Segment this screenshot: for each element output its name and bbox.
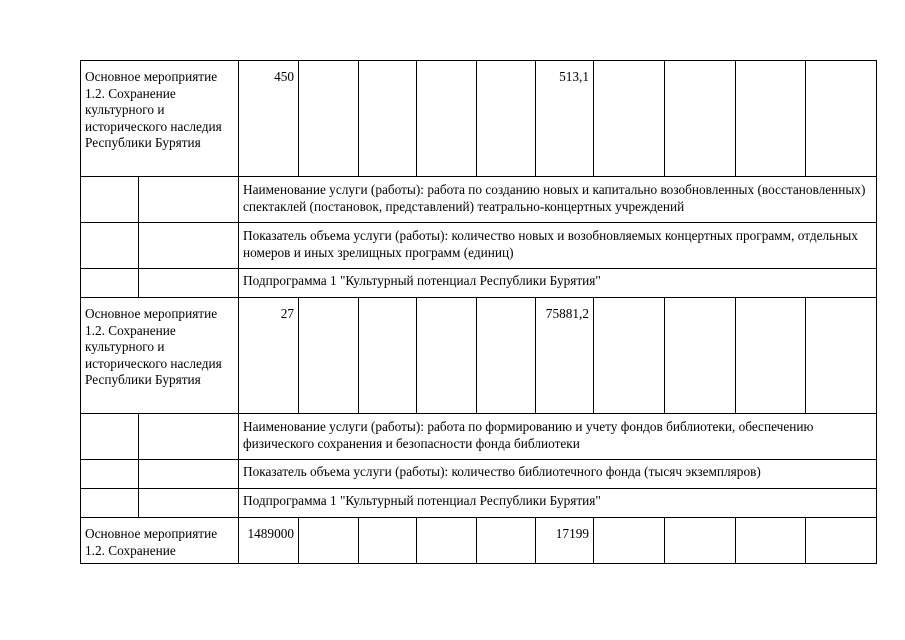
empty-cell <box>806 518 877 564</box>
subprogram-cell: Подпрограмма 1 "Культурный потенциал Республики Бурятия" <box>239 489 877 518</box>
budget-table <box>80 60 877 564</box>
table-row-text <box>81 177 877 223</box>
empty-cell <box>139 223 239 269</box>
empty-cell <box>665 518 736 564</box>
value-cell-6: 17199 <box>536 518 594 564</box>
empty-cell <box>665 61 736 177</box>
empty-cell <box>139 414 239 460</box>
empty-cell <box>417 298 477 414</box>
subprogram-cell: Подпрограмма 1 "Культурный потенциал Республики Бурятия" <box>239 269 877 298</box>
empty-cell <box>359 298 417 414</box>
value-text: 1489000 <box>247 526 295 541</box>
table-row-text <box>81 414 877 460</box>
empty-cell <box>806 61 877 177</box>
empty-cell <box>359 61 417 177</box>
empty-cell <box>477 518 536 564</box>
table-row-text <box>81 460 877 489</box>
value-cell-1: 450 <box>239 61 299 177</box>
measure-name-cell: Основное мероприятие 1.2. Сохранение культурного и исторического наследия Республики Бурятия <box>81 61 239 177</box>
empty-cell <box>139 269 239 298</box>
value-cell-6: 75881,2 <box>536 298 594 414</box>
table-row-measure <box>81 298 877 414</box>
service-name-cell: Наименование услуги (работы): работа по формированию и учету фондов библиотеки, обеспечению физического сохранения и безопасности фонда библиотеки <box>239 414 877 460</box>
empty-cell <box>359 518 417 564</box>
empty-cell <box>417 518 477 564</box>
empty-cell <box>417 61 477 177</box>
value-cell-1: 27 <box>239 298 299 414</box>
volume-indicator-cell: Показатель объема услуги (работы): количество новых и возобновляемых концертных программ, отдельных номеров и иных зрелищных программ (единиц) <box>239 223 877 269</box>
measure-name-text: Основное мероприятие 1.2. Сохранение <box>85 526 218 558</box>
empty-cell <box>477 61 536 177</box>
empty-cell <box>139 489 239 518</box>
measure-name-cell <box>81 518 239 564</box>
empty-cell <box>81 269 139 298</box>
empty-cell <box>81 489 139 518</box>
value-cell-6: 513,1 <box>536 61 594 177</box>
empty-cell <box>594 298 665 414</box>
empty-cell <box>594 61 665 177</box>
table-row-text <box>81 223 877 269</box>
empty-cell <box>299 518 359 564</box>
empty-cell <box>81 414 139 460</box>
empty-cell <box>594 518 665 564</box>
service-name-cell: Наименование услуги (работы): работа по созданию новых и капитально возобновленных (восстановленных) спектаклей (постановок, представлений) театрально-концертных учреждений <box>239 177 877 223</box>
table-row-measure <box>81 61 877 177</box>
empty-cell <box>736 61 806 177</box>
table-row-text <box>81 489 877 518</box>
table-row-text <box>81 269 877 298</box>
volume-indicator-cell: Показатель объема услуги (работы): количество библиотечного фонда (тысяч экземпляров) <box>239 460 877 489</box>
empty-cell <box>665 298 736 414</box>
empty-cell <box>806 298 877 414</box>
empty-cell <box>139 177 239 223</box>
table-row-measure <box>81 518 877 564</box>
empty-cell <box>736 518 806 564</box>
empty-cell <box>139 460 239 489</box>
empty-cell <box>81 460 139 489</box>
empty-cell <box>477 298 536 414</box>
empty-cell <box>81 177 139 223</box>
empty-cell <box>736 298 806 414</box>
value-cell-1 <box>239 518 299 564</box>
empty-cell <box>299 61 359 177</box>
empty-cell <box>299 298 359 414</box>
measure-name-cell: Основное мероприятие 1.2. Сохранение культурного и исторического наследия Республики Бурятия <box>81 298 239 414</box>
empty-cell <box>81 223 139 269</box>
